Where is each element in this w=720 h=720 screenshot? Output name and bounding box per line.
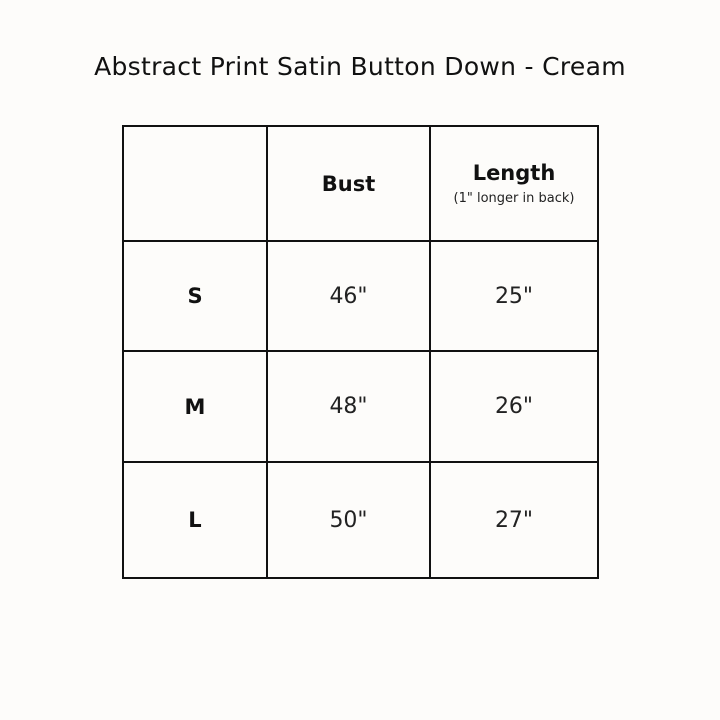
bust-header: Bust <box>321 171 376 196</box>
bust-cell <box>267 241 430 351</box>
length-cell <box>430 462 598 578</box>
size-cell <box>123 462 267 578</box>
length-value: 26" <box>494 394 534 419</box>
bust-cell <box>267 462 430 578</box>
bust-value: 50" <box>329 507 368 533</box>
bust-cell <box>267 351 430 462</box>
length-header-cell <box>430 126 598 241</box>
length-cell <box>430 241 598 351</box>
size-label: S <box>187 284 203 308</box>
bust-value: 46" <box>329 283 368 309</box>
size-cell <box>123 241 267 351</box>
length-header-note: (1" longer in back) <box>453 191 575 206</box>
bust-header-cell <box>267 126 430 241</box>
table-header-row <box>123 126 598 241</box>
length-value: 25" <box>494 283 534 309</box>
table-row <box>123 351 598 462</box>
size-chart-table <box>122 125 599 579</box>
bust-value: 48" <box>329 394 368 419</box>
table-corner-cell <box>123 126 267 241</box>
page-title: Abstract Print Satin Button Down - Cream <box>94 52 626 81</box>
length-value: 27" <box>494 507 534 533</box>
size-label: L <box>188 508 202 532</box>
size-cell <box>123 351 267 462</box>
table-row <box>123 462 598 578</box>
table-row <box>123 241 598 351</box>
length-header: Length <box>472 161 556 185</box>
length-cell <box>430 351 598 462</box>
size-label: M <box>184 394 206 419</box>
